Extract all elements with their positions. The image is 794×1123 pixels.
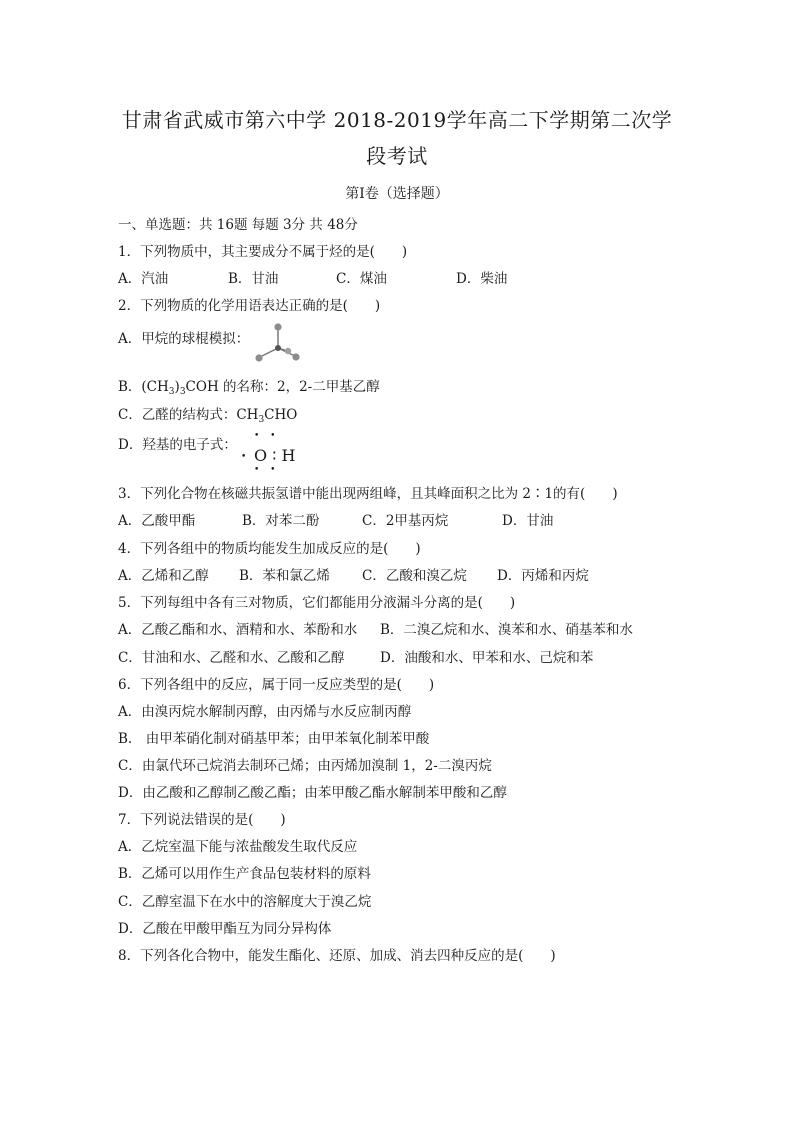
question-7-stem: 7．下列说法错误的是( )	[118, 812, 286, 828]
question-6-option-b: B. 由甲苯硝化制对硝基甲苯；由甲苯氧化制苯甲酸	[118, 731, 430, 747]
electron-dots-top: • •	[254, 431, 280, 441]
question-2-option-b: B．$(CH_3)_3COH$ 的名称：2，2-二甲基乙醇	[118, 379, 380, 397]
question-3-option-c: C．2甲基丙烷	[362, 513, 449, 529]
question-4-option-a: A．乙烯和乙醇	[118, 568, 209, 584]
question-6-option-d: D．由乙酸和乙醇制乙酸乙酯；由苯甲酸乙酯水解制苯甲酸和乙醇	[118, 785, 507, 801]
question-4-option-b: B．苯和氯乙烯	[239, 568, 330, 584]
question-6-option-c: C．由氯代环己烷消去制环己烯；由丙烯加溴制 1，2-二溴丙烷	[118, 758, 492, 774]
question-7-option-a: A．乙烷室温下能与浓盐酸发生取代反应	[118, 839, 358, 855]
question-2-option-a: A．甲烷的球棍模拟：	[118, 331, 250, 347]
question-3-option-d: D．甘油	[502, 513, 554, 529]
question-1-option-b: B．甘油	[228, 271, 279, 287]
question-3-option-b: B．对苯二酚	[242, 513, 320, 529]
document-title-line1: 甘肃省武威市第六中学 2018-2019学年高二下学期第二次学	[121, 108, 673, 132]
paper-part-heading: 第Ⅰ卷（选择题）	[345, 186, 449, 202]
question-7-option-b: B．乙烯可以用作生产食品包装材料的原料	[118, 866, 371, 882]
question-1-option-d: D．柴油	[456, 271, 508, 287]
methane-ball-stick-model-image	[254, 322, 304, 364]
question-4-option-c: C．乙酸和溴乙烷	[362, 568, 467, 584]
question-5-option-d: D．油酸和水、甲苯和水、己烷和苯	[380, 650, 594, 666]
question-5-option-b: B．二溴乙烷和水、溴苯和水、硝基苯和水	[380, 622, 633, 638]
question-5-stem: 5．下列每组中各有三对物质，它们都能用分液漏斗分离的是( )	[118, 595, 516, 611]
electron-dots-bottom: • •	[254, 465, 280, 475]
question-1-option-c: C．煤油	[336, 271, 387, 287]
question-7-option-d: D．乙酸在甲酸甲酯互为同分异构体	[118, 921, 332, 937]
question-5-option-c: C．甘油和水、乙醛和水、乙酸和乙醇	[118, 650, 345, 666]
question-7-option-c: C．乙醇室温下在水中的溶解度大于溴乙烷	[118, 894, 372, 910]
question-4-stem: 4．下列各组中的物质均能发生加成反应的是( )	[118, 541, 421, 557]
hydroxyl-formula-text: O ∶ H	[254, 446, 296, 465]
question-5-option-a: A．乙酸乙酯和水、酒精和水、苯酚和水	[118, 622, 358, 638]
document-title-line2: 段考试	[366, 144, 428, 168]
question-2-stem: 2．下列物质的化学用语表达正确的是( )	[118, 298, 381, 314]
question-2-option-d: D．羟基的电子式：	[118, 437, 237, 453]
question-1-stem: 1．下列物质中，其主要成分不属于烃的是( )	[118, 244, 408, 260]
question-6-stem: 6．下列各组中的反应，属于同一反应类型的是( )	[118, 677, 435, 693]
question-6-option-a: A．由溴丙烷水解制丙醇，由丙烯与水反应制丙醇	[118, 704, 412, 720]
section-heading: 一、单选题：共 16题 每题 3分 共 48分	[118, 217, 358, 233]
question-1-option-a: A．汽油	[118, 271, 169, 287]
question-2-option-c: C．乙醛的结构式：$CH_3CHO$	[118, 407, 298, 425]
question-4-option-d: D．丙烯和丙烷	[497, 568, 589, 584]
question-8-stem: 8．下列各化合物中，能发生酯化、还原、加成、消去四种反应的是( )	[118, 948, 556, 964]
question-3-option-a: A．乙酸甲酯	[118, 513, 196, 529]
question-3-stem: 3．下列化合物在核磁共振氢谱中能出现两组峰，且其峰面积之比为 2∶1的有( )	[118, 486, 618, 502]
electron-dot-left: •	[241, 452, 251, 462]
